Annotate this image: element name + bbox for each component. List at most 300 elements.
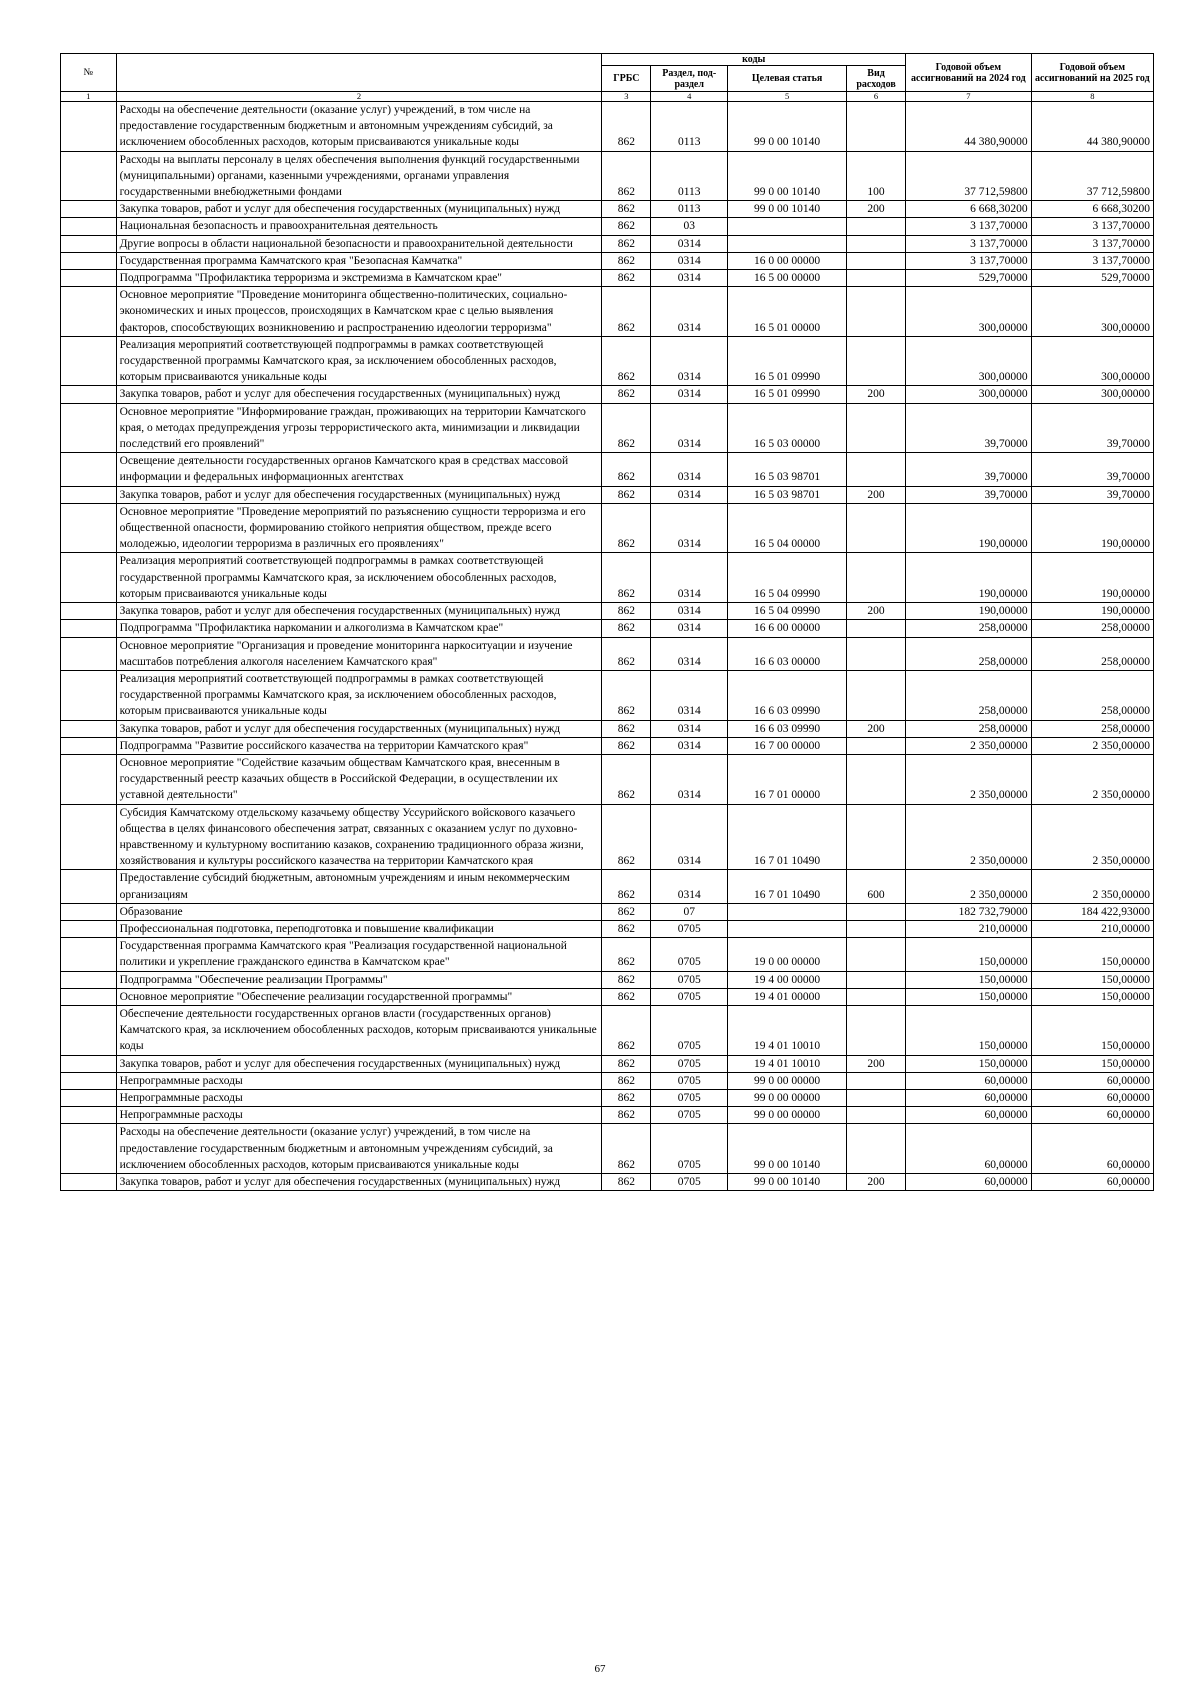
row-section: 0314 (651, 620, 728, 637)
budget-sheet (60, 53, 1154, 1191)
row-target: 19 4 01 10010 (728, 1005, 847, 1055)
row-expense-type (847, 287, 906, 337)
row-section: 0705 (651, 920, 728, 937)
row-expense-type: 200 (847, 603, 906, 620)
header-2024: Годовой объем ассигнований на 2024 год (906, 54, 1032, 92)
row-section: 0314 (651, 287, 728, 337)
row-index (61, 1005, 117, 1055)
row-amount-2025: 258,00000 (1031, 637, 1153, 670)
row-section: 0314 (651, 720, 728, 737)
row-target: 99 0 00 00000 (728, 1089, 847, 1106)
row-target: 16 5 03 98701 (728, 486, 847, 503)
row-target: 19 4 01 00000 (728, 988, 847, 1005)
row-target: 99 0 00 10140 (728, 201, 847, 218)
row-target (728, 903, 847, 920)
row-expense-type (847, 218, 906, 235)
row-section: 0314 (651, 453, 728, 486)
row-amount-2024: 150,00000 (906, 938, 1032, 971)
row-index (61, 620, 117, 637)
row-amount-2024: 2 350,00000 (906, 870, 1032, 903)
table-row (61, 1055, 1154, 1072)
row-grbs: 862 (602, 670, 651, 720)
row-target: 19 4 00 00000 (728, 971, 847, 988)
row-section: 0314 (651, 503, 728, 553)
row-amount-2025: 39,70000 (1031, 453, 1153, 486)
table-row (61, 453, 1154, 486)
table-row (61, 336, 1154, 386)
row-index (61, 1124, 117, 1174)
row-name: Закупка товаров, работ и услуг для обеспечения государственных (муниципальных) нужд (116, 1174, 602, 1191)
row-index (61, 553, 117, 603)
row-index (61, 336, 117, 386)
table-row (61, 603, 1154, 620)
row-name: Государственная программа Камчатского края "Безопасная Камчатка" (116, 252, 602, 269)
col-number: 5 (728, 92, 847, 102)
row-section: 0314 (651, 804, 728, 870)
table-row (61, 737, 1154, 754)
table-row (61, 938, 1154, 971)
table-row (61, 287, 1154, 337)
row-target: 16 5 01 09990 (728, 386, 847, 403)
row-section: 0314 (651, 270, 728, 287)
table-row (61, 1005, 1154, 1055)
row-amount-2025: 190,00000 (1031, 553, 1153, 603)
row-amount-2025: 184 422,93000 (1031, 903, 1153, 920)
row-section: 0705 (651, 988, 728, 1005)
row-grbs: 862 (602, 403, 651, 453)
row-grbs: 862 (602, 1072, 651, 1089)
row-name: Национальная безопасность и правоохранительная деятельность (116, 218, 602, 235)
row-grbs: 862 (602, 486, 651, 503)
row-index (61, 270, 117, 287)
row-name: Расходы на выплаты персоналу в целях обеспечения выполнения функций государственными (муниципальными) органами, казенными учреждениями, органами управления государственными внебюджетными фондами (116, 151, 602, 201)
row-target (728, 218, 847, 235)
row-amount-2025: 258,00000 (1031, 670, 1153, 720)
row-name: Основное мероприятие "Проведение мероприятий по разъяснению сущности терроризма и его общественной опасности, формированию стойкого неприятия обществом, прежде всего молодежью, идеологии терроризма в различных его проявлениях" (116, 503, 602, 553)
row-expense-type (847, 971, 906, 988)
table-row (61, 235, 1154, 252)
row-expense-type (847, 670, 906, 720)
row-name: Подпрограмма "Профилактика терроризма и экстремизма в Камчатском крае" (116, 270, 602, 287)
row-section: 0314 (651, 235, 728, 252)
table-row (61, 1072, 1154, 1089)
row-expense-type (847, 754, 906, 804)
row-grbs: 862 (602, 270, 651, 287)
row-amount-2025: 210,00000 (1031, 920, 1153, 937)
row-section: 0314 (651, 486, 728, 503)
row-target: 16 5 00 00000 (728, 270, 847, 287)
row-grbs: 862 (602, 1124, 651, 1174)
row-expense-type (847, 920, 906, 937)
budget-table (60, 53, 1154, 1191)
row-amount-2024: 190,00000 (906, 503, 1032, 553)
row-grbs: 862 (602, 235, 651, 252)
row-name: Непрограммные расходы (116, 1107, 602, 1124)
row-target: 16 7 01 10490 (728, 870, 847, 903)
row-section: 07 (651, 903, 728, 920)
row-amount-2025: 39,70000 (1031, 486, 1153, 503)
row-expense-type (847, 938, 906, 971)
row-index (61, 287, 117, 337)
row-grbs: 862 (602, 1089, 651, 1106)
row-index (61, 903, 117, 920)
row-grbs: 862 (602, 201, 651, 218)
row-expense-type (847, 336, 906, 386)
row-expense-type: 100 (847, 151, 906, 201)
row-grbs: 862 (602, 336, 651, 386)
row-grbs: 862 (602, 971, 651, 988)
row-grbs: 862 (602, 1174, 651, 1191)
header-codes: коды (602, 54, 906, 66)
table-row (61, 670, 1154, 720)
table-row (61, 637, 1154, 670)
row-index (61, 754, 117, 804)
row-section: 0314 (651, 386, 728, 403)
row-amount-2024: 258,00000 (906, 720, 1032, 737)
row-index (61, 737, 117, 754)
row-expense-type: 200 (847, 201, 906, 218)
row-name: Профессиональная подготовка, переподготовка и повышение квалификации (116, 920, 602, 937)
row-name: Непрограммные расходы (116, 1089, 602, 1106)
table-row (61, 1174, 1154, 1191)
row-section: 0314 (651, 737, 728, 754)
row-amount-2025: 3 137,70000 (1031, 235, 1153, 252)
header-section: Раздел, под-раздел (651, 66, 728, 92)
header-target: Целевая статья (728, 66, 847, 92)
row-grbs: 862 (602, 737, 651, 754)
row-amount-2025: 150,00000 (1031, 988, 1153, 1005)
row-amount-2024: 3 137,70000 (906, 252, 1032, 269)
row-amount-2024: 182 732,79000 (906, 903, 1032, 920)
row-amount-2025: 60,00000 (1031, 1072, 1153, 1089)
row-name: Непрограммные расходы (116, 1072, 602, 1089)
row-name: Подпрограмма "Обеспечение реализации Программы" (116, 971, 602, 988)
row-amount-2024: 2 350,00000 (906, 804, 1032, 870)
header-grbs: ГРБС (602, 66, 651, 92)
row-grbs: 862 (602, 938, 651, 971)
row-target: 16 6 03 09990 (728, 670, 847, 720)
row-amount-2024: 60,00000 (906, 1107, 1032, 1124)
row-amount-2025: 190,00000 (1031, 603, 1153, 620)
col-number: 4 (651, 92, 728, 102)
row-grbs: 862 (602, 603, 651, 620)
row-name: Подпрограмма "Развитие российского казачества на территории Камчатского края" (116, 737, 602, 754)
row-target: 16 6 03 09990 (728, 720, 847, 737)
table-row (61, 971, 1154, 988)
row-grbs: 862 (602, 720, 651, 737)
row-index (61, 1089, 117, 1106)
row-amount-2024: 150,00000 (906, 1005, 1032, 1055)
row-section: 0314 (651, 553, 728, 603)
row-index (61, 920, 117, 937)
row-target: 16 5 04 09990 (728, 603, 847, 620)
row-index (61, 804, 117, 870)
col-number: 2 (116, 92, 602, 102)
row-grbs: 862 (602, 386, 651, 403)
row-grbs: 862 (602, 553, 651, 603)
row-name: Расходы на обеспечение деятельности (оказание услуг) учреждений, в том числе на предоставление государственным бюджетным и автономным учреждениям субсидий, за исключением обособленных расходов, которым присваиваются уникальные коды (116, 1124, 602, 1174)
row-expense-type (847, 235, 906, 252)
row-grbs: 862 (602, 920, 651, 937)
row-section: 0314 (651, 252, 728, 269)
row-name: Предоставление субсидий бюджетным, автономным учреждениям и иным некоммерческим организациям (116, 870, 602, 903)
row-expense-type (847, 102, 906, 152)
row-grbs: 862 (602, 1055, 651, 1072)
row-name: Основное мероприятие "Организация и проведение мониторинга наркоситуации и изучение масштабов потребления алкоголя населением Камчатского края" (116, 637, 602, 670)
row-target: 16 5 01 09990 (728, 336, 847, 386)
row-target: 19 0 00 00000 (728, 938, 847, 971)
row-name: Расходы на обеспечение деятельности (оказание услуг) учреждений, в том числе на предоставление государственным бюджетным и автономным учреждениям субсидий, за исключением обособленных расходов, которым присваиваются уникальные коды (116, 102, 602, 152)
row-amount-2024: 258,00000 (906, 670, 1032, 720)
row-expense-type (847, 804, 906, 870)
row-amount-2024: 39,70000 (906, 486, 1032, 503)
row-amount-2025: 300,00000 (1031, 287, 1153, 337)
row-amount-2024: 60,00000 (906, 1124, 1032, 1174)
row-amount-2025: 6 668,30200 (1031, 201, 1153, 218)
row-target (728, 920, 847, 937)
row-amount-2025: 529,70000 (1031, 270, 1153, 287)
table-row (61, 1107, 1154, 1124)
row-index (61, 453, 117, 486)
row-amount-2024: 2 350,00000 (906, 737, 1032, 754)
row-grbs: 862 (602, 151, 651, 201)
row-expense-type (847, 1005, 906, 1055)
row-index (61, 603, 117, 620)
row-name: Основное мероприятие "Обеспечение реализации государственной программы" (116, 988, 602, 1005)
row-expense-type (847, 1107, 906, 1124)
row-index (61, 870, 117, 903)
row-grbs: 862 (602, 252, 651, 269)
row-name: Подпрограмма "Профилактика наркомании и алкоголизма в Камчатском крае" (116, 620, 602, 637)
row-target: 99 0 00 10140 (728, 102, 847, 152)
row-amount-2024: 210,00000 (906, 920, 1032, 937)
row-index (61, 201, 117, 218)
row-index (61, 235, 117, 252)
row-section: 0314 (651, 670, 728, 720)
row-amount-2025: 258,00000 (1031, 620, 1153, 637)
row-target: 16 7 01 10490 (728, 804, 847, 870)
row-index (61, 1055, 117, 1072)
row-amount-2025: 300,00000 (1031, 386, 1153, 403)
row-expense-type (847, 620, 906, 637)
row-target: 99 0 00 10140 (728, 1124, 847, 1174)
row-section: 0314 (651, 870, 728, 903)
row-amount-2025: 150,00000 (1031, 1055, 1153, 1072)
row-amount-2025: 150,00000 (1031, 938, 1153, 971)
row-target: 16 5 04 00000 (728, 503, 847, 553)
row-amount-2024: 150,00000 (906, 1055, 1032, 1072)
table-row (61, 870, 1154, 903)
row-grbs: 862 (602, 903, 651, 920)
header-name (116, 54, 602, 92)
row-name: Другие вопросы в области национальной безопасности и правоохранительной деятельности (116, 235, 602, 252)
table-row (61, 486, 1154, 503)
row-expense-type: 600 (847, 870, 906, 903)
row-name: Закупка товаров, работ и услуг для обеспечения государственных (муниципальных) нужд (116, 486, 602, 503)
header-2025: Годовой объем ассигнований на 2025 год (1031, 54, 1153, 92)
row-grbs: 862 (602, 1005, 651, 1055)
table-row (61, 1089, 1154, 1106)
row-name: Государственная программа Камчатского края "Реализация государственной национальной политики и укрепление гражданского единства в Камчатском крае" (116, 938, 602, 971)
row-name: Реализация мероприятий соответствующей подпрограммы в рамках соответствующей государственной программы Камчатского края, за исключением обособленных расходов, которым присваиваются уникальные коды (116, 553, 602, 603)
row-name: Закупка товаров, работ и услуг для обеспечения государственных (муниципальных) нужд (116, 386, 602, 403)
row-amount-2025: 190,00000 (1031, 503, 1153, 553)
row-amount-2024: 258,00000 (906, 620, 1032, 637)
row-section: 0113 (651, 102, 728, 152)
row-target: 16 6 00 00000 (728, 620, 847, 637)
row-amount-2024: 300,00000 (906, 336, 1032, 386)
row-target (728, 235, 847, 252)
row-amount-2024: 37 712,59800 (906, 151, 1032, 201)
row-expense-type (847, 1124, 906, 1174)
row-amount-2024: 60,00000 (906, 1174, 1032, 1191)
row-expense-type (847, 737, 906, 754)
col-number: 7 (906, 92, 1032, 102)
row-amount-2024: 3 137,70000 (906, 235, 1032, 252)
header-num: № (61, 54, 117, 92)
row-amount-2024: 3 137,70000 (906, 218, 1032, 235)
row-index (61, 486, 117, 503)
col-number: 1 (61, 92, 117, 102)
row-index (61, 1107, 117, 1124)
row-target: 16 0 00 00000 (728, 252, 847, 269)
row-amount-2025: 3 137,70000 (1031, 218, 1153, 235)
row-expense-type: 200 (847, 486, 906, 503)
row-amount-2024: 300,00000 (906, 287, 1032, 337)
row-target: 99 0 00 00000 (728, 1107, 847, 1124)
row-index (61, 503, 117, 553)
row-target: 16 7 00 00000 (728, 737, 847, 754)
row-name: Основное мероприятие "Информирование граждан, проживающих на территории Камчатского края, о методах предупреждения угрозы террористического акта, минимизации и ликвидации последствий его проявлений" (116, 403, 602, 453)
row-target: 16 5 01 00000 (728, 287, 847, 337)
row-amount-2025: 150,00000 (1031, 1005, 1153, 1055)
row-index (61, 403, 117, 453)
row-section: 0705 (651, 971, 728, 988)
row-amount-2025: 60,00000 (1031, 1174, 1153, 1191)
row-section: 0314 (651, 637, 728, 670)
header-expense-type: Вид расходов (847, 66, 906, 92)
row-amount-2024: 190,00000 (906, 603, 1032, 620)
table-row (61, 270, 1154, 287)
table-row (61, 386, 1154, 403)
row-amount-2025: 2 350,00000 (1031, 870, 1153, 903)
row-index (61, 1174, 117, 1191)
row-amount-2024: 60,00000 (906, 1072, 1032, 1089)
row-name: Обеспечение деятельности государственных органов власти (государственных органов) Камчатского края, за исключением обособленных расходов, которым присваиваются уникальные коды (116, 1005, 602, 1055)
row-amount-2025: 3 137,70000 (1031, 252, 1153, 269)
row-name: Освещение деятельности государственных органов Камчатского края в средствах массовой информации и федеральных информационных агентствах (116, 453, 602, 486)
col-number: 8 (1031, 92, 1153, 102)
table-row (61, 720, 1154, 737)
row-section: 0705 (651, 1089, 728, 1106)
row-grbs: 862 (602, 804, 651, 870)
row-amount-2024: 258,00000 (906, 637, 1032, 670)
row-amount-2024: 44 380,90000 (906, 102, 1032, 152)
row-amount-2025: 39,70000 (1031, 403, 1153, 453)
row-expense-type: 200 (847, 720, 906, 737)
row-index (61, 938, 117, 971)
row-section: 0705 (651, 1005, 728, 1055)
col-number: 3 (602, 92, 651, 102)
row-amount-2025: 60,00000 (1031, 1107, 1153, 1124)
row-expense-type (847, 553, 906, 603)
row-amount-2025: 37 712,59800 (1031, 151, 1153, 201)
row-section: 0705 (651, 1174, 728, 1191)
row-amount-2024: 529,70000 (906, 270, 1032, 287)
row-amount-2025: 150,00000 (1031, 971, 1153, 988)
row-name: Реализация мероприятий соответствующей подпрограммы в рамках соответствующей государственной программы Камчатского края, за исключением обособленных расходов, которым присваиваются уникальные коды (116, 336, 602, 386)
row-expense-type (847, 1089, 906, 1106)
row-section: 0314 (651, 754, 728, 804)
row-index (61, 988, 117, 1005)
row-index (61, 1072, 117, 1089)
row-amount-2025: 60,00000 (1031, 1124, 1153, 1174)
row-grbs: 862 (602, 287, 651, 337)
table-row (61, 252, 1154, 269)
row-index (61, 218, 117, 235)
table-row (61, 503, 1154, 553)
row-grbs: 862 (602, 218, 651, 235)
row-target: 16 5 03 98701 (728, 453, 847, 486)
row-amount-2024: 6 668,30200 (906, 201, 1032, 218)
row-name: Образование (116, 903, 602, 920)
row-section: 0705 (651, 938, 728, 971)
row-index (61, 971, 117, 988)
row-expense-type: 200 (847, 386, 906, 403)
row-section: 0314 (651, 403, 728, 453)
row-grbs: 862 (602, 870, 651, 903)
table-row (61, 102, 1154, 152)
row-name: Закупка товаров, работ и услуг для обеспечения государственных (муниципальных) нужд (116, 201, 602, 218)
row-grbs: 862 (602, 620, 651, 637)
row-section: 0113 (651, 201, 728, 218)
row-amount-2024: 190,00000 (906, 553, 1032, 603)
table-row (61, 553, 1154, 603)
row-section: 0314 (651, 603, 728, 620)
row-section: 03 (651, 218, 728, 235)
budget-rows (61, 102, 1154, 1191)
row-grbs: 862 (602, 637, 651, 670)
row-target: 16 5 03 00000 (728, 403, 847, 453)
table-row (61, 804, 1154, 870)
row-grbs: 862 (602, 102, 651, 152)
row-section: 0705 (651, 1107, 728, 1124)
row-amount-2024: 39,70000 (906, 453, 1032, 486)
row-expense-type (847, 637, 906, 670)
row-section: 0705 (651, 1072, 728, 1089)
row-expense-type (847, 903, 906, 920)
row-amount-2025: 258,00000 (1031, 720, 1153, 737)
table-row (61, 201, 1154, 218)
row-expense-type (847, 403, 906, 453)
row-index (61, 252, 117, 269)
col-number: 6 (847, 92, 906, 102)
table-row (61, 988, 1154, 1005)
row-amount-2024: 39,70000 (906, 403, 1032, 453)
row-target: 16 6 03 00000 (728, 637, 847, 670)
row-expense-type (847, 988, 906, 1005)
table-row (61, 920, 1154, 937)
row-target: 99 0 00 00000 (728, 1072, 847, 1089)
row-name: Закупка товаров, работ и услуг для обеспечения государственных (муниципальных) нужд (116, 603, 602, 620)
row-amount-2024: 60,00000 (906, 1089, 1032, 1106)
row-index (61, 151, 117, 201)
row-target: 99 0 00 10140 (728, 151, 847, 201)
row-target: 16 7 01 00000 (728, 754, 847, 804)
row-index (61, 670, 117, 720)
table-row (61, 1124, 1154, 1174)
row-expense-type: 200 (847, 1055, 906, 1072)
